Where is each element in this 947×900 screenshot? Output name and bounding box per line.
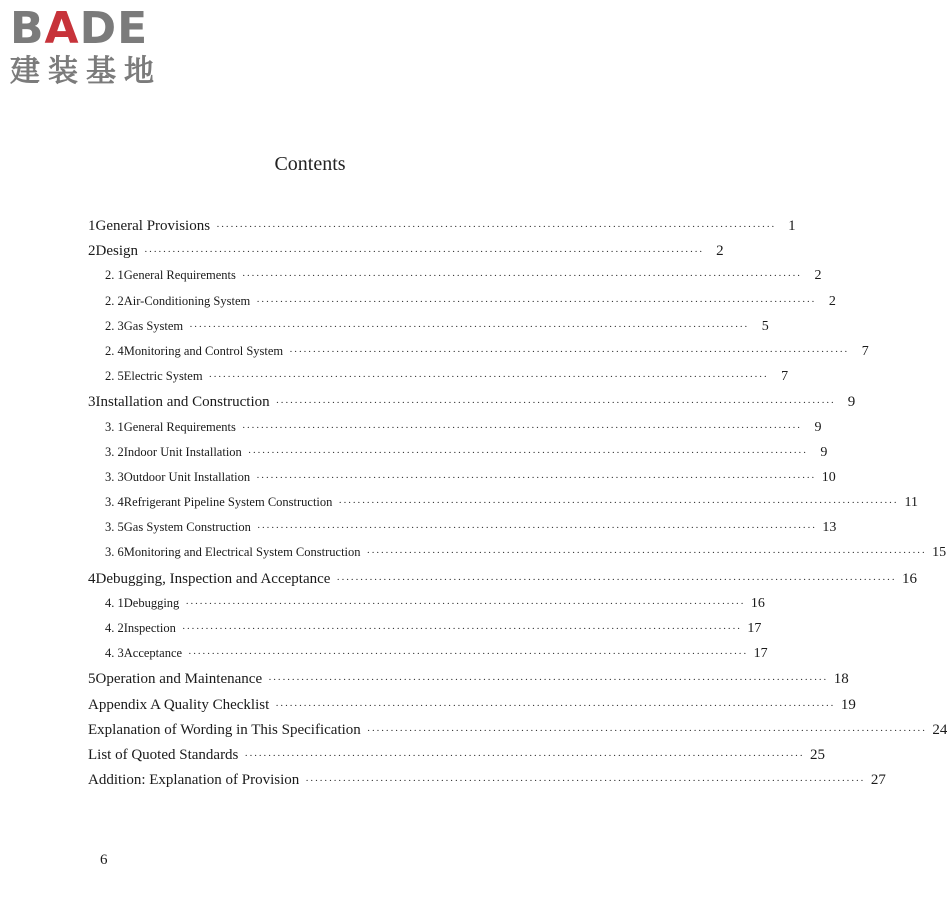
toc-entry-number: 4. 1	[105, 595, 124, 610]
toc-entry	[88, 293, 836, 319]
toc-leader-dots: ························································································································	[256, 471, 816, 484]
toc-entry-label: Monitoring and Control System	[123, 343, 284, 358]
toc-leader-dots: ························································································································	[268, 674, 828, 687]
page-number: 6	[100, 852, 108, 868]
toc-entry-label: Gas System	[123, 318, 184, 333]
toc-entry-page: 16	[750, 595, 765, 611]
toc-entry-number: 4	[88, 570, 96, 587]
toc-leader-dots: ························································································································	[256, 522, 817, 535]
toc-entry	[88, 545, 947, 570]
toc-entry	[88, 318, 769, 344]
toc-entry-label: Debugging, Inspection and Acceptance	[95, 570, 331, 587]
toc-entry-label: Operation and Maintenance	[95, 671, 263, 688]
toc-entry-page: 18	[833, 671, 849, 688]
toc-entry-page: 13	[822, 520, 837, 536]
toc-entry-page: 19	[840, 696, 856, 713]
toc-leader-dots: ························································································································	[144, 246, 704, 259]
toc-entry-label: Air-Conditioning System	[123, 293, 251, 308]
toc-entry-label: Inspection	[123, 621, 176, 635]
toc-entry-number: 4. 3	[105, 646, 124, 661]
toc-entry-number: 2. 3	[105, 318, 124, 333]
toc-entry-page: 9	[814, 419, 822, 435]
toc-entry-page: 15	[932, 545, 947, 561]
toc-entry-number: 3. 4	[105, 495, 124, 510]
toc-leader-dots: ························································································································	[275, 699, 835, 712]
toc-leader-dots: ························································································································	[338, 497, 898, 510]
publisher-logo	[10, 4, 180, 90]
toc-entry	[88, 343, 869, 369]
toc-leader-dots: ························································································································	[208, 371, 769, 384]
toc-entry	[88, 772, 886, 797]
toc-entry	[88, 369, 789, 394]
toc-entry-page: 17	[747, 621, 762, 636]
toc-leader-dots: ························································································································	[244, 749, 804, 762]
toc-entry-label: Indoor Unit Installation	[123, 444, 242, 459]
toc-entry-label: Design	[95, 243, 138, 260]
toc-entry-label: Addition: Explanation of Provision	[88, 772, 300, 789]
toc-leader-dots: ························································································································	[247, 446, 808, 459]
toc-entry	[88, 696, 856, 722]
toc-leader-dots: ························································································································	[185, 597, 745, 610]
toc-entry-number: 3. 1	[105, 419, 124, 434]
toc-entry-page: 17	[753, 646, 768, 662]
toc-entry-label: Debugging	[123, 595, 180, 610]
toc-entry	[88, 520, 837, 545]
toc-entry-label: Acceptance	[123, 646, 183, 661]
toc-entry-page: 24	[932, 721, 947, 738]
toc-entry-label: List of Quoted Standards	[88, 746, 239, 763]
toc-leader-dots: ························································································································	[336, 573, 896, 586]
toc-entry-number: 1	[88, 218, 96, 234]
toc-leader-dots: ························································································································	[181, 623, 742, 635]
toc-entry-label: Monitoring and Electrical System Construction	[123, 545, 361, 560]
toc-entry	[88, 570, 917, 596]
toc-entry-page: 9	[820, 444, 828, 460]
toc-entry	[88, 621, 762, 646]
toc-leader-dots: ························································································································	[366, 724, 927, 737]
toc-leader-dots: ························································································································	[241, 270, 802, 283]
toc-entry-page: 1	[788, 218, 796, 234]
toc-entry	[88, 444, 828, 470]
toc-entry-label: General Provisions	[95, 218, 211, 234]
toc-entry-page: 27	[870, 772, 886, 789]
toc-entry-number: 3. 5	[105, 520, 124, 535]
toc-entry-number: 3	[88, 394, 96, 411]
toc-entry	[88, 646, 768, 671]
toc-entry-number: 2	[88, 243, 96, 260]
toc-leader-dots: ························································································································	[188, 648, 748, 661]
toc-leader-dots: ························································································································	[256, 295, 816, 308]
toc-entry-number: 3. 2	[105, 444, 124, 459]
toc-leader-dots: ························································································································	[189, 320, 749, 333]
toc-entry-number: 4. 2	[105, 621, 124, 635]
toc-entry	[88, 218, 796, 243]
toc-entry-label: Outdoor Unit Installation	[123, 469, 251, 484]
toc-entry-number: 3. 3	[105, 469, 124, 484]
toc-entry-number: 2. 2	[105, 293, 124, 308]
toc-entry-page: 9	[847, 394, 856, 411]
toc-leader-dots: ························································································································	[275, 397, 836, 410]
toc-leader-dots: ························································································································	[241, 421, 802, 434]
toc-entry-page: 16	[902, 570, 917, 587]
toc-entry	[88, 721, 947, 747]
toc-leader-dots: ························································································································	[305, 775, 865, 788]
toc-entry-page: 7	[781, 369, 789, 385]
toc-entry-label: Electric System	[123, 369, 203, 384]
toc-leader-dots: ························································································································	[366, 547, 927, 560]
toc-entry-label: Gas System Construction	[123, 520, 251, 535]
toc-entry-page: 11	[904, 495, 918, 511]
toc-entry-page: 25	[809, 746, 825, 763]
toc-entry	[88, 394, 856, 419]
toc-entry-label: Explanation of Wording in This Specification	[88, 721, 361, 738]
toc-entry-label: Refrigerant Pipeline System Construction	[123, 495, 333, 510]
toc-entry-page: 5	[761, 318, 769, 334]
toc-entry-label: Appendix A Quality Checklist	[88, 696, 270, 713]
toc-entry-label: Installation and Construction	[95, 394, 270, 411]
toc-leader-dots: ························································································································	[289, 345, 849, 358]
toc-entry-page: 10	[821, 469, 836, 485]
toc-entry-number: 2. 1	[105, 268, 124, 283]
toc-entry	[88, 268, 822, 293]
toc-entry-label: General Requirements	[123, 419, 236, 434]
toc-entry-page: 2	[814, 268, 822, 284]
toc-entry	[88, 495, 918, 520]
toc-entry	[88, 469, 836, 495]
logo-brand: BADE	[10, 3, 149, 54]
toc-entry-number: 5	[88, 671, 96, 688]
logo-subtitle: 建装基地	[10, 54, 162, 89]
toc-entry-page: 2	[828, 293, 836, 309]
toc-entry-label: General Requirements	[123, 268, 236, 283]
toc-entry	[88, 746, 825, 772]
toc-entry-page: 2	[716, 243, 724, 260]
table-of-contents	[88, 218, 947, 797]
toc-entry	[88, 595, 765, 621]
toc-leader-dots: ························································································································	[216, 221, 776, 233]
toc-entry-page: 7	[861, 343, 869, 359]
toc-entry	[88, 243, 724, 268]
page-title: Contents	[274, 153, 346, 175]
toc-entry	[88, 419, 822, 445]
toc-entry-number: 2. 5	[105, 369, 124, 384]
toc-entry-number: 3. 6	[105, 545, 124, 560]
toc-entry-number: 2. 4	[105, 343, 124, 358]
toc-entry	[88, 671, 849, 696]
